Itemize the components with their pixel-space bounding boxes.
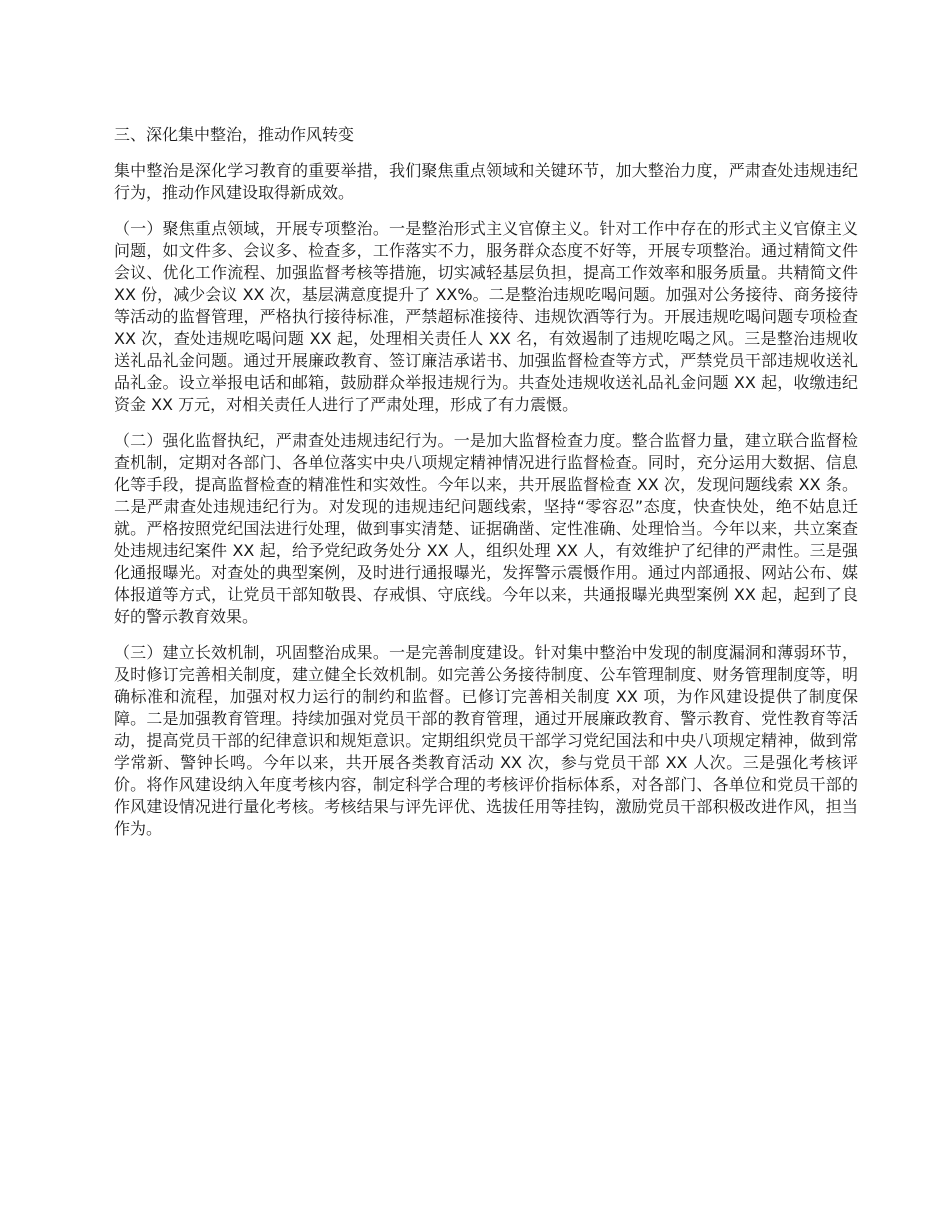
paragraph-long-term-mechanism: （三）建立长效机制，巩固整治成果。一是完善制度建设。针对集中整治中发现的制度漏洞和薄弱环节，及时修订完善相关制度，建立健全长效机制。如完善公务接待制度、公车管理制度、财务管理制度等，明确标准和流程，加强对权力运行的制约和监督。已修订完善相关制度 XX 项，为作风建设提供了制度保障。二是加强教育管理。持续加强对党员干部的教育管理，通过开展廉政教育、警示教育、党性教育等活动，提高党员干部的纪律意识和规矩意识。定期组织党员干部学习党纪国法和中央八项规定精神，做到常学常新、警钟长鸣。今年以来，共开展各类教育活动 XX 次，参与党员干部 XX 人次。三是强化考核评价。将作风建设纳入年度考核内容，制定科学合理的考核评价指标体系，对各部门、各单位和党员干部的作风建设情况进行量化考核。考核结果与评先评优、选拔任用等挂钩，激励党员干部积极改进作风，担当作为。 <box>114 643 858 838</box>
paragraph-focus-areas: （一）聚焦重点领域，开展专项整治。一是整治形式主义官僚主义。针对工作中存在的形式主义官僚主义问题，如文件多、会议多、检查多，工作落实不力，服务群众态度不好等，开展专项整治。通过精简文件会议、优化工作流程、加强监督考核等措施，切实减轻基层负担，提高工作效率和服务质量。共精简文件 XX 份，减少会议 XX 次，基层满意度提升了 XX%。二是整治违规吃喝问题。加强对公务接待、商务接待等活动的监督管理，严格执行接待标准，严禁超标准接待、违规饮酒等行为。开展违规吃喝问题专项检查 XX 次，查处违规吃喝问题 XX 起，处理相关责任人 XX 名，有效遏制了违规吃喝之风。三是整治违规收送礼品礼金问题。通过开展廉政教育、签订廉洁承诺书、加强监督检查等方式，严禁党员干部违规收送礼品礼金。设立举报电话和邮箱，鼓励群众举报违规行为。共查处违规收送礼品礼金问题 XX 起，收缴违纪资金 XX 万元，对相关责任人进行了严肃处理，形成了有力震慑。 <box>114 219 858 414</box>
intro-paragraph: 集中整治是深化学习教育的重要举措，我们聚焦重点领域和关键环节，加大整治力度，严肃查处违规违纪行为，推动作风建设取得新成效。 <box>114 161 858 202</box>
document-page <box>114 124 858 854</box>
section-heading: 三、深化集中整治，推动作风转变 <box>114 125 355 144</box>
paragraph-supervision: （二）强化监督执纪，严肃查处违规违纪行为。一是加大监督检查力度。整合监督力量，建立联合监督检查机制，定期对各部门、各单位落实中央八项规定精神情况进行监督检查。同时，充分运用大数据、信息化等手段，提高监督检查的精准性和实效性。今年以来，共开展监督检查 XX 次，发现问题线索 XX 条。二是严肃查处违规违纪行为。对发现的违规违纪问题线索，坚持“零容忍”态度，快查快处，绝不姑息迁就。严格按照党纪国法进行处理，做到事实清楚、证据确凿、定性准确、处理恰当。今年以来，共立案查处违规违纪案件 XX 起，给予党纪政务处分 XX 人，组织处理 XX 人，有效维护了纪律的严肃性。三是强化通报曝光。对查处的典型案例，及时进行通报曝光，发挥警示震慑作用。通过内部通报、网站公布、媒体报道等方式，让党员干部知敬畏、存戒惧、守底线。今年以来，共通报曝光典型案例 XX 起，起到了良好的警示教育效果。 <box>114 431 858 626</box>
